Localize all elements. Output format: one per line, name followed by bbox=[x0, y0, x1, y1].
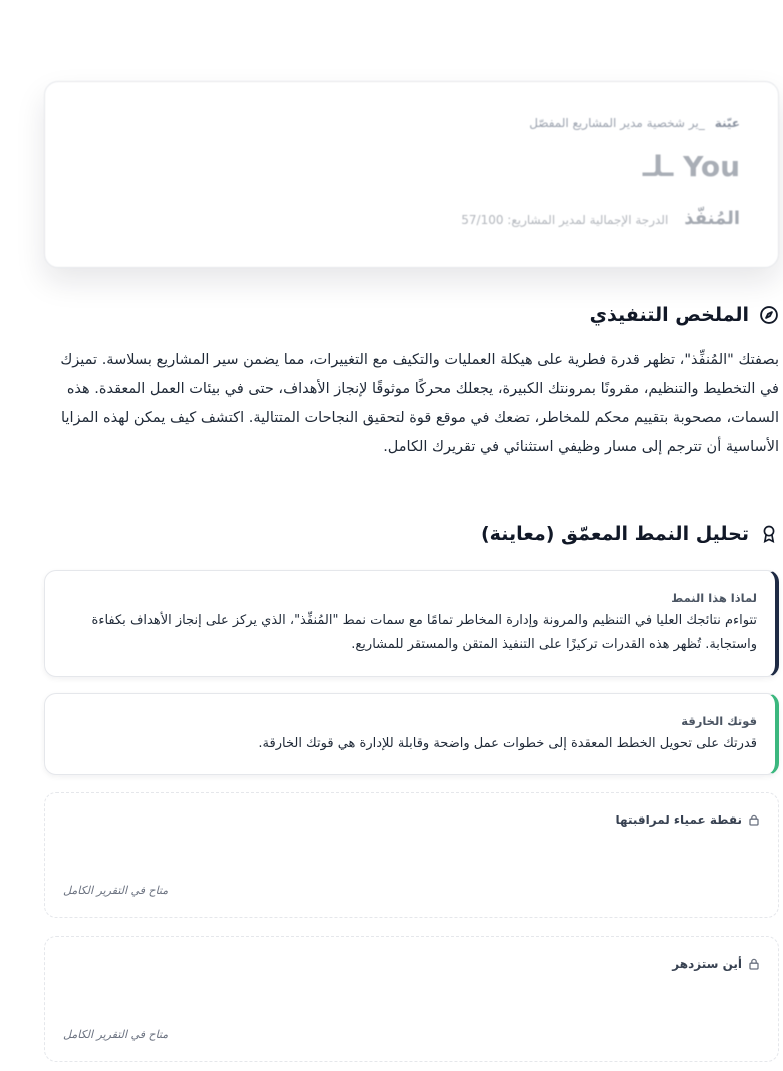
executive-summary-heading bbox=[44, 304, 779, 326]
sample-profile-card bbox=[44, 81, 779, 268]
award-ribbon-icon bbox=[759, 524, 779, 544]
sample-subtitle: _ير شخصية مدير المشاريع المفصّل bbox=[529, 116, 705, 130]
available-in-full-report: متاح في التقرير الكامل bbox=[63, 884, 169, 897]
sample-user-name: You ـلـ bbox=[642, 150, 740, 183]
why-pattern-label: لماذا هذا النمط bbox=[671, 591, 757, 605]
executive-summary-text: بصفتك "المُنفِّذ"، تظهر قدرة فطرية على هيكلة العمليات والتكيف مع التغييرات، مما يضمن سير المشاريع بسلاسة. تميزك في التخطيط والتنظيم، مقرونًا بمرونتك الكبيرة، يجعلك محركًا موثوقًا لإنجاز الأهداف، حتى في بيئات العمل المعقدة. هذه السمات، مصحوبة بتقييم محكم للمخاطر، تضعك في موقع قوة لتحقيق النجاحات المتتالية. اكتشف كيف يمكن لهذه المزايا الأساسية أن تترجم إلى مسار وظيفي استثنائي في تقريرك الكامل. bbox=[60, 352, 779, 455]
superpower-card bbox=[44, 693, 779, 775]
blind-spot-card[interactable] bbox=[44, 792, 779, 918]
why-pattern-card bbox=[44, 570, 779, 677]
blind-spot-heading bbox=[63, 813, 760, 827]
persona-type: المُنفّذ bbox=[684, 208, 740, 229]
lock-icon bbox=[748, 814, 760, 826]
lock-icon bbox=[748, 958, 760, 970]
superpower-label: قوتك الخارقة bbox=[681, 714, 757, 728]
sample-tag: عيّنة bbox=[714, 116, 740, 130]
pattern-analysis-heading bbox=[44, 523, 779, 545]
executive-summary-title: الملخص التنفيذي bbox=[589, 304, 749, 326]
overall-score: الدرجة الإجمالية لمدير المشاريع: 57/100 bbox=[461, 213, 669, 227]
available-in-full-report: متاح في التقرير الكامل bbox=[63, 1028, 169, 1041]
why-pattern-text: تتواءم نتائجك العليا في التنظيم والمرونة وإدارة المخاطر تمامًا مع سمات نمط "المُنفِّذ"، الذي يركز على إنجاز الأهداف بكفاءة واستجابة. تُظهر هذه القدرات تركيزًا على التنفيذ المتقن والمستقر للمشاريع. bbox=[91, 613, 757, 652]
sample-card-header bbox=[69, 116, 740, 130]
sample-card-footer bbox=[461, 208, 740, 229]
thrive-heading bbox=[63, 957, 760, 971]
blind-spot-label: نقطة عمياء لمراقبتها bbox=[615, 813, 742, 827]
thrive-label: أين ستزدهر bbox=[672, 957, 742, 971]
compass-icon bbox=[759, 305, 779, 325]
pattern-analysis-title: تحليل النمط المعمّق (معاينة) bbox=[480, 523, 749, 545]
superpower-text: قدرتك على تحويل الخطط المعقدة إلى خطوات عمل واضحة وقابلة للإدارة هي قوتك الخارقة. bbox=[258, 736, 757, 751]
thrive-card[interactable] bbox=[44, 936, 779, 1062]
